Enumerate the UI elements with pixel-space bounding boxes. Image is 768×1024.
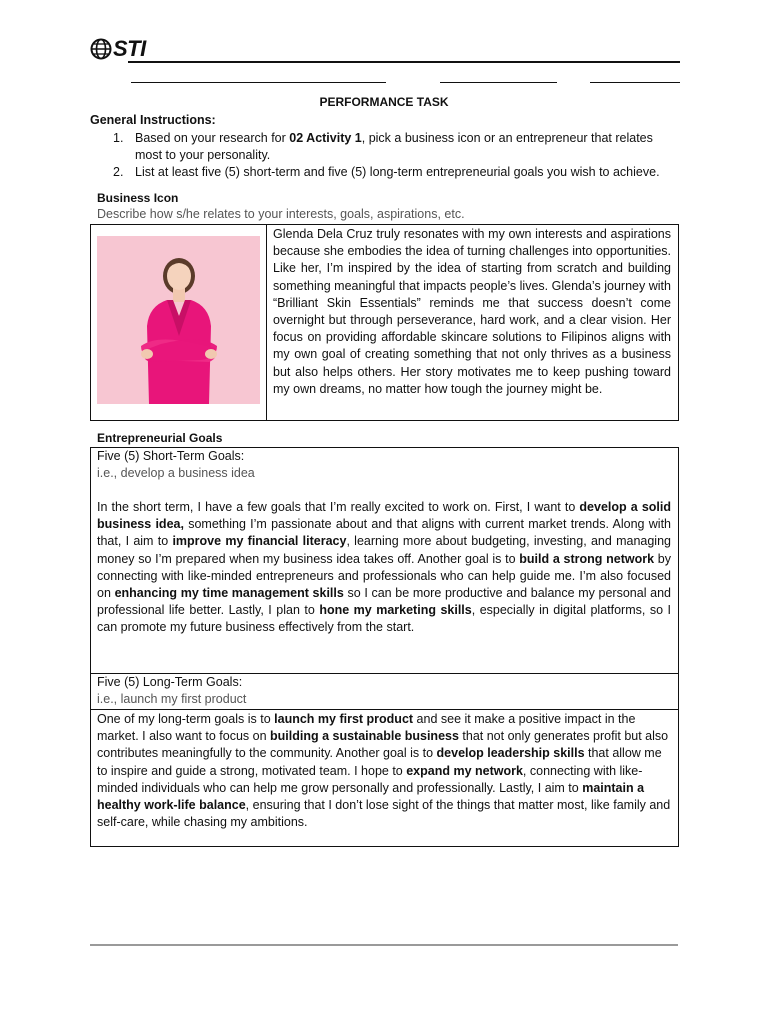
portrait-photo [97, 236, 260, 404]
goal-text-segment: , learning more about budgeting, investing, and managing money so I’m prepared when my business idea takes off. Another goal is to [97, 534, 671, 566]
portrait-illustration [97, 236, 260, 404]
long-term-label: Five (5) Long-Term Goals: [97, 675, 243, 689]
goal-text-segment: and see it make a positive impact in the market. I also want to focus on [97, 712, 636, 744]
business-icon-hint: Describe how s/he relates to your interests, goals, aspirations, etc. [97, 207, 465, 221]
date-blank-line [590, 82, 680, 83]
goal-text-segment: , especially in digital platforms, so I can promote my future business effectively from the start. [97, 603, 671, 635]
general-instructions-label: General Instructions: [90, 113, 216, 127]
short-term-label: Five (5) Short-Term Goals: [97, 449, 245, 463]
business-icon-heading: Business Icon [97, 191, 179, 205]
page-title: PERFORMANCE TASK [319, 95, 449, 109]
globe-icon [90, 38, 112, 60]
goal-text-segment: , connecting with like-minded individuals who can help me grow personally and professionally. Lastly, I aim to [97, 763, 643, 795]
header-rule [128, 61, 680, 63]
instruction-item: 2. List at least five (5) short-term and five (5) long-term entrepreneurial goals you wish to achieve. [113, 165, 660, 179]
long-term-hint: i.e., launch my first product [97, 692, 247, 706]
goal-text-segment: by connecting with like-minded entrepreneurs and professionals who can help guide me. I’m also focused on [97, 551, 671, 601]
goal-text-segment: that not only generates profit but also contributes meaningfully to the community. Another goal is to [97, 729, 669, 761]
section-blank-line [440, 82, 557, 83]
emphasized-goal: expand my network [406, 763, 523, 778]
goals-row-divider [90, 673, 679, 674]
goal-text-segment: One of my long-term goals is to [97, 712, 275, 726]
goal-text-segment: In the short term, I have a few goals that I’m really excited to work on. First, I want to [97, 500, 580, 514]
footer-rule [90, 944, 678, 946]
instruction-item: 1. Based on your research for 02 Activity 1, pick a business icon or an entrepreneur that relates most to your personality. [113, 131, 653, 162]
emphasized-goal: maintain a healthy work-life balance [97, 780, 645, 813]
goal-text-segment: , ensuring that I don’t lose sight of the things that matter most, like family and self-care, while chasing my ambitions. [97, 798, 671, 830]
goal-text-segment: that allow me to inspire and guide a strong, motivated team. I hope to [97, 746, 662, 778]
short-term-hint: i.e., develop a business idea [97, 466, 255, 480]
emphasized-goal: building a sustainable business [270, 729, 459, 744]
goals-row-divider [90, 709, 679, 710]
business-icon-description: Glenda Dela Cruz truly resonates with my own interests and aspirations because she embodies the idea of turning challenges into opportunities. Like her, I’m inspired by the idea of starting from scratch and building something meaningful that impacts people’s lives. Glenda’s journey with “Brilliant Skin Essentials” reminds me that success doesn’t come overnight but through perseverance, hard work, and a clear vision. Her focus on providing affordable skincare solutions to Filipinos aligns with my own goal of creating something that not only thrives as a business but also helps others. Her story motivates me to keep pushing toward my own dreams, no matter how tough the journey might be. [273, 227, 671, 396]
entrepreneurial-goals-heading: Entrepreneurial Goals [97, 431, 223, 445]
emphasized-goal: hone my marketing skills [319, 603, 472, 618]
emphasized-goal: develop leadership skills [436, 746, 585, 761]
emphasized-goal: build a strong network [519, 551, 655, 566]
logo-text: STI [113, 36, 146, 61]
emphasized-goal: develop a solid business idea, [97, 500, 671, 532]
long-term-goals-text [97, 711, 671, 831]
sti-logo [90, 36, 146, 62]
table-divider [266, 224, 267, 421]
emphasized-goal: launch my first product [274, 712, 414, 726]
goal-text-segment: something I’m passionate about and that aligns with current market trends. Along with that, I aim to [97, 517, 671, 549]
emphasized-goal: improve my financial literacy [172, 534, 347, 549]
name-blank-line [131, 82, 386, 83]
short-term-goals-text [97, 499, 671, 637]
emphasized-goal: enhancing my time management skills [114, 586, 344, 601]
goal-text-segment: so I can be more productive and balance my personal and professional life better. Lastly, I plan to [97, 586, 671, 618]
